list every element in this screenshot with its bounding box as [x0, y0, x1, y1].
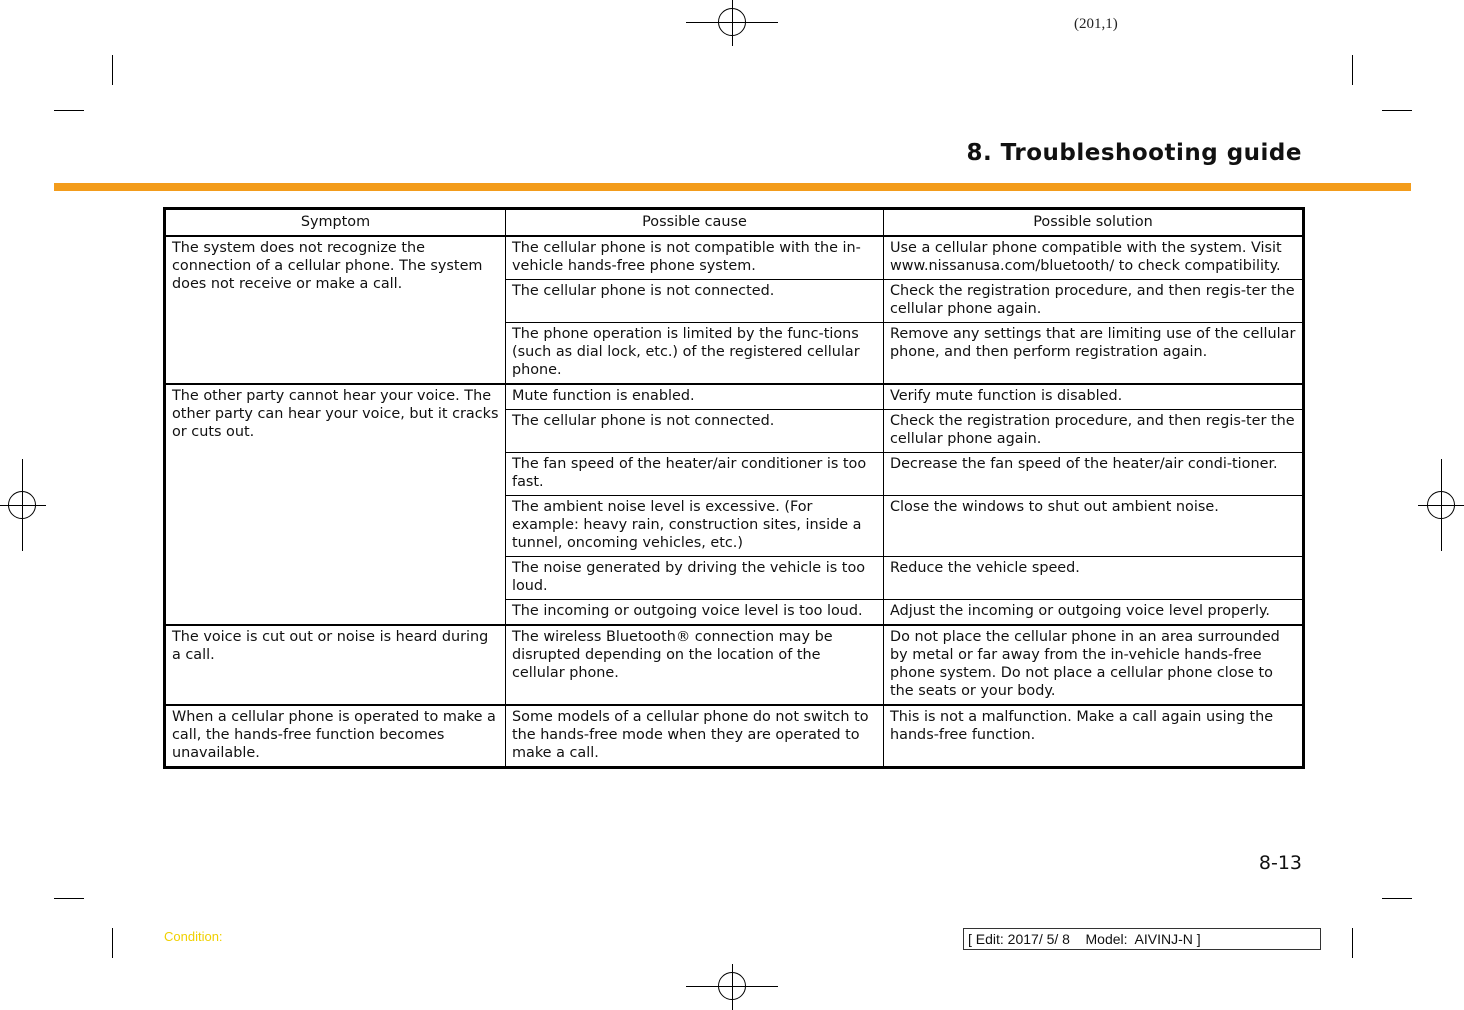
solution-cell: Do not place the cellular phone in an area surrounded by metal or far away from the in-vehicle hands-free phone system. Do not place a cellular phone close to the seats or your body. — [884, 625, 1304, 705]
solution-cell: Close the windows to shut out ambient noise. — [884, 496, 1304, 557]
cause-cell: Mute function is enabled. — [506, 384, 884, 410]
symptom-cell: When a cellular phone is operated to make a call, the hands-free function becomes unavailable. — [165, 705, 506, 768]
table-row — [165, 625, 1304, 705]
solution-cell: This is not a malfunction. Make a call again using the hands-free function. — [884, 705, 1304, 768]
cause-cell: The incoming or outgoing voice level is too loud. — [506, 600, 884, 626]
section-divider — [54, 183, 1411, 191]
solution-cell: Verify mute function is disabled. — [884, 384, 1304, 410]
cause-cell: The ambient noise level is excessive. (For example: heavy rain, construction sites, inside a tunnel, oncoming vehicles, etc.) — [506, 496, 884, 557]
solution-cell: Remove any settings that are limiting use of the cellular phone, and then perform registration again. — [884, 323, 1304, 385]
solution-cell: Use a cellular phone compatible with the system. Visit www.nissanusa.com/bluetooth/ to check compatibility. — [884, 236, 1304, 280]
cause-cell: Some models of a cellular phone do not switch to the hands-free mode when they are operated to make a call. — [506, 705, 884, 768]
cause-cell: The cellular phone is not compatible with the in-vehicle hands-free phone system. — [506, 236, 884, 280]
troubleshooting-table — [163, 207, 1305, 769]
solution-cell: Reduce the vehicle speed. — [884, 557, 1304, 600]
solution-cell: Adjust the incoming or outgoing voice level properly. — [884, 600, 1304, 626]
page-number: 8-13 — [1258, 852, 1302, 874]
condition-label: Condition: — [164, 929, 223, 944]
solution-cell: Decrease the fan speed of the heater/air condi-tioner. — [884, 453, 1304, 496]
solution-header: Possible solution — [884, 209, 1304, 237]
cause-cell: The wireless Bluetooth® connection may be disrupted depending on the location of the cellular phone. — [506, 625, 884, 705]
cause-cell: The cellular phone is not connected. — [506, 410, 884, 453]
symptom-cell: The other party cannot hear your voice. The other party can hear your voice, but it cracks or cuts out. — [165, 384, 506, 625]
section-title: 8. Troubleshooting guide — [966, 140, 1302, 166]
cause-header: Possible cause — [506, 209, 884, 237]
table-header-row — [165, 209, 1304, 237]
cause-cell: The phone operation is limited by the func-tions (such as dial lock, etc.) of the registered cellular phone. — [506, 323, 884, 385]
symptom-cell: The system does not recognize the connection of a cellular phone. The system does not receive or make a call. — [165, 236, 506, 384]
table-row — [165, 236, 1304, 280]
solution-cell: Check the registration procedure, and then regis-ter the cellular phone again. — [884, 280, 1304, 323]
solution-cell: Check the registration procedure, and then regis-ter the cellular phone again. — [884, 410, 1304, 453]
cause-cell: The cellular phone is not connected. — [506, 280, 884, 323]
table-row — [165, 705, 1304, 768]
symptom-cell: The voice is cut out or noise is heard during a call. — [165, 625, 506, 705]
symptom-header: Symptom — [165, 209, 506, 237]
page-id: (201,1) — [1074, 16, 1118, 32]
cause-cell: The fan speed of the heater/air conditioner is too fast. — [506, 453, 884, 496]
table-row — [165, 384, 1304, 410]
cause-cell: The noise generated by driving the vehicle is too loud. — [506, 557, 884, 600]
edit-info-box: [ Edit: 2017/ 5/ 8 Model: AIVINJ-N ] — [963, 928, 1321, 950]
